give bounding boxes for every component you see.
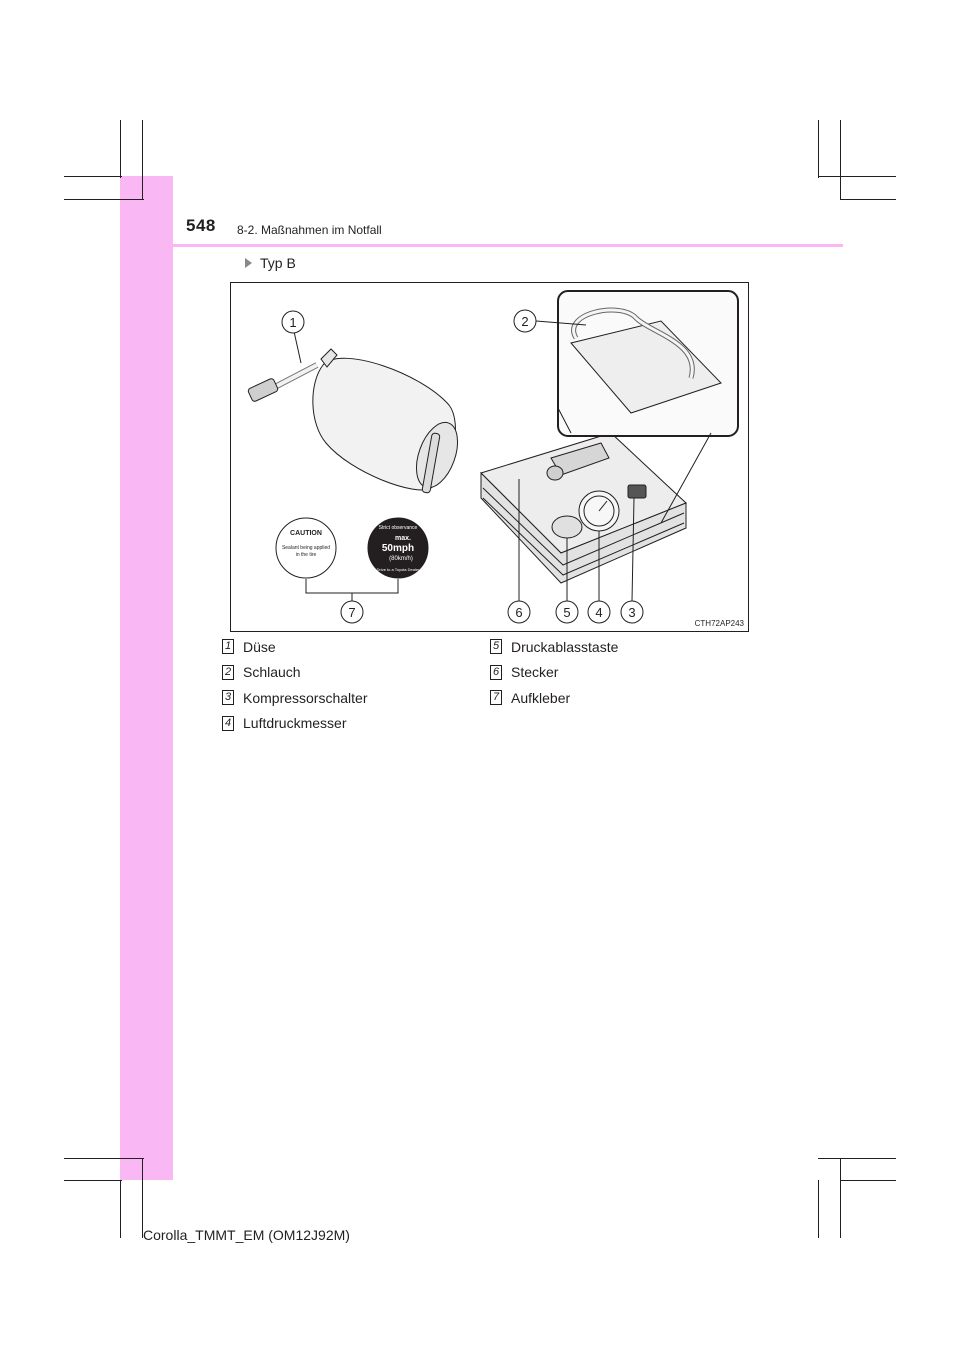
nozzle (247, 378, 278, 403)
figure-code: CTH72AP243 (694, 619, 744, 628)
legend-label: Aufkleber (511, 689, 571, 706)
callout-5: 5 (563, 605, 571, 620)
subheading (245, 255, 296, 271)
legend-number: 7 (490, 690, 502, 705)
crop-mark (64, 199, 144, 200)
legend-label: Düse (243, 638, 276, 655)
legend-item (222, 660, 368, 686)
side-tab-band (120, 176, 173, 1180)
callout-2: 2 (521, 314, 529, 329)
crop-mark (840, 1180, 896, 1181)
subheading-text: Typ B (260, 255, 296, 271)
legend-label: Luftdruckmesser (243, 715, 347, 732)
plug-tip (547, 466, 563, 480)
tire-repair-kit-illustration (230, 282, 749, 632)
crop-mark (840, 1158, 841, 1238)
legend-item (222, 634, 368, 660)
crop-mark (120, 1180, 121, 1238)
crop-mark (840, 199, 896, 200)
caution-line2: in the tire (295, 552, 317, 558)
caution-title: CAUTION (290, 530, 322, 537)
crop-mark (818, 120, 819, 178)
speed-kmh: (80km/h) (389, 556, 413, 562)
callout-1: 1 (289, 315, 297, 330)
crop-mark (818, 176, 896, 177)
hose-inner (271, 365, 317, 389)
legend-label: Schlauch (243, 664, 301, 681)
legend-label: Kompressorschalter (243, 689, 368, 706)
legend-column-left (222, 634, 368, 736)
crop-mark (142, 1158, 143, 1238)
callout-4: 4 (595, 605, 603, 620)
crop-mark (64, 1180, 122, 1181)
speed-arc-bottom: Drive to a Toyota Dealer (376, 567, 420, 572)
page-number: 548 (186, 216, 216, 235)
speed-max: max. (395, 535, 411, 542)
crop-mark (120, 120, 121, 178)
legend-label: Stecker (511, 664, 559, 681)
legend-column-right (490, 634, 618, 711)
speed-mph: 50mph (381, 543, 415, 554)
crop-mark (818, 1158, 896, 1159)
compressor-switch (628, 485, 646, 498)
header-rule (120, 244, 843, 247)
legend-item (222, 711, 368, 737)
callout-7: 7 (348, 605, 356, 620)
legend-number: 3 (222, 690, 234, 705)
crop-mark (818, 1180, 819, 1238)
callout-6: 6 (515, 605, 523, 620)
legend-item (490, 660, 618, 686)
legend-item (490, 685, 618, 711)
footer-doc-id: Corolla_TMMT_EM (OM12J92M) (143, 1227, 350, 1243)
legend-number: 5 (490, 639, 502, 654)
crop-mark (64, 176, 122, 177)
caution-line1: Sealant being applied (281, 545, 331, 551)
legend-number: 6 (490, 665, 502, 680)
legend-number: 4 (222, 716, 234, 731)
legend-number: 2 (222, 665, 234, 680)
triangle-bullet-icon (245, 258, 252, 268)
section-title: 8-2. Maßnahmen im Notfall (237, 223, 382, 237)
legend-item (222, 685, 368, 711)
crop-mark (142, 120, 143, 200)
callout-3: 3 (628, 605, 636, 620)
legend-number: 1 (222, 639, 234, 654)
legend-label: Druckablasstaste (511, 638, 619, 655)
legend-item (490, 634, 618, 660)
crop-mark (64, 1158, 144, 1159)
illustration-svg (231, 283, 748, 631)
speed-arc-top: Strict observance (378, 525, 418, 531)
crop-mark (840, 120, 841, 200)
release-button (552, 516, 582, 538)
